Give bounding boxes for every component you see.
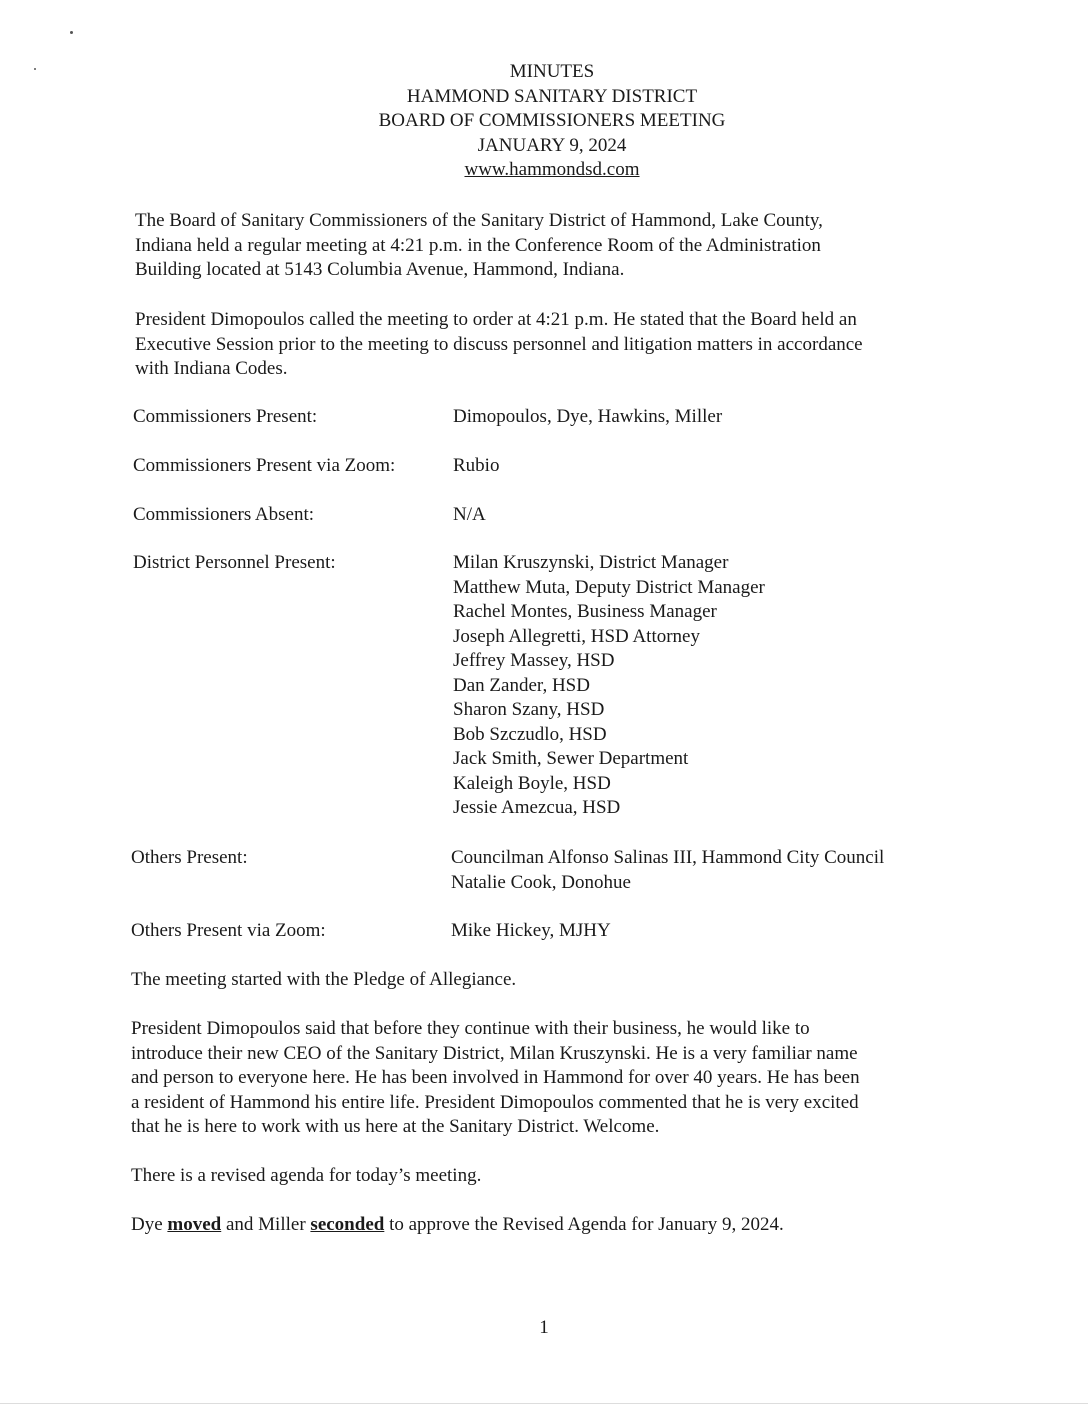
motion-seconded: seconded <box>310 1214 385 1235</box>
motion-mover: Dye <box>131 1214 163 1235</box>
call-to-order-paragraph: President Dimopoulos called the meeting to order at 4:21 p.m. He stated that the Board held an Executive Session prior to the meeting to discuss personnel and litigation matters in accordance with Indiana Codes. <box>135 309 863 379</box>
attendance-value: Rubio <box>453 455 500 476</box>
motion-text: to approve the Revised Agenda for January 9, 2024. <box>389 1214 784 1235</box>
motion-second: and Miller <box>225 1214 306 1235</box>
intro-paragraph: The Board of Sanitary Commissioners of the Sanitary District of Hammond, Lake County, Indiana held a regular meeting at 4:21 p.m. in the Conference Room of the Administration Building located at 5143 Columbia Avenue, Hammond, Indiana. <box>135 210 823 280</box>
list-item: Matthew Muta, Deputy District Manager <box>453 576 765 598</box>
pledge-paragraph: The meeting started with the Pledge of Allegiance. <box>131 969 517 990</box>
scan-speck <box>70 31 73 34</box>
attendance-label: Commissioners Present via Zoom: <box>133 455 396 476</box>
revised-agenda-paragraph: There is a revised agenda for today’s meeting. <box>131 1165 482 1186</box>
list-item: Dan Zander, HSD <box>453 674 590 696</box>
attendance-value: N/A <box>453 504 486 525</box>
document-header <box>0 60 1088 183</box>
header-organization: HAMMOND SANITARY DISTRICT <box>406 85 698 107</box>
attendance-label: District Personnel Present: <box>133 552 336 573</box>
attendance-label: Commissioners Present: <box>133 406 318 427</box>
page-number: 1 <box>539 1317 549 1338</box>
header-date: JANUARY 9, 2024 <box>477 134 627 156</box>
list-item: Rachel Montes, Business Manager <box>453 601 717 622</box>
motion-moved: moved <box>167 1214 222 1235</box>
attendance-value: Dimopoulos, Dye, Hawkins, Miller <box>453 406 723 427</box>
scan-bottom-edge <box>0 1403 1088 1404</box>
list-item: Bob Szczudlo, HSD <box>453 723 607 745</box>
attendance-value: Mike Hickey, MJHY <box>451 920 611 941</box>
list-item: Natalie Cook, Donohue <box>451 871 631 893</box>
district-personnel-list <box>453 551 765 821</box>
header-title: MINUTES <box>509 61 595 82</box>
header-meeting-type: BOARD OF COMMISSIONERS MEETING <box>378 110 726 131</box>
others-present-list <box>451 846 884 895</box>
attendance-label: Commissioners Absent: <box>133 504 315 525</box>
list-item: Councilman Alfonso Salinas III, Hammond City Council <box>451 847 885 868</box>
attendance-label: Others Present via Zoom: <box>131 920 326 941</box>
list-item: Joseph Allegretti, HSD Attorney <box>453 625 700 647</box>
motion-paragraph <box>131 1213 961 1238</box>
attendance-label: Others Present: <box>131 847 248 868</box>
list-item: Kaleigh Boyle, HSD <box>453 772 611 794</box>
list-item: Jessie Amezcua, HSD <box>453 797 621 818</box>
list-item: Sharon Szany, HSD <box>453 699 605 720</box>
welcome-paragraph: President Dimopoulos said that before they continue with their business, he would like to introduce their new CEO of the Sanitary District, Milan Kruszynski. He is a very familiar name and person to everyone here. He has been involved in Hammond for over 40 years. He has been a resident of Hammond his entire life. President Dimopoulos commented that he is very excited that he is here to work with us here at the Sanitary District. Welcome. <box>131 1018 860 1137</box>
list-item: Jack Smith, Sewer Department <box>453 748 689 769</box>
list-item: Milan Kruszynski, District Manager <box>453 552 729 573</box>
header-website-link[interactable]: www.hammondsd.com <box>464 159 640 180</box>
list-item: Jeffrey Massey, HSD <box>453 650 615 671</box>
